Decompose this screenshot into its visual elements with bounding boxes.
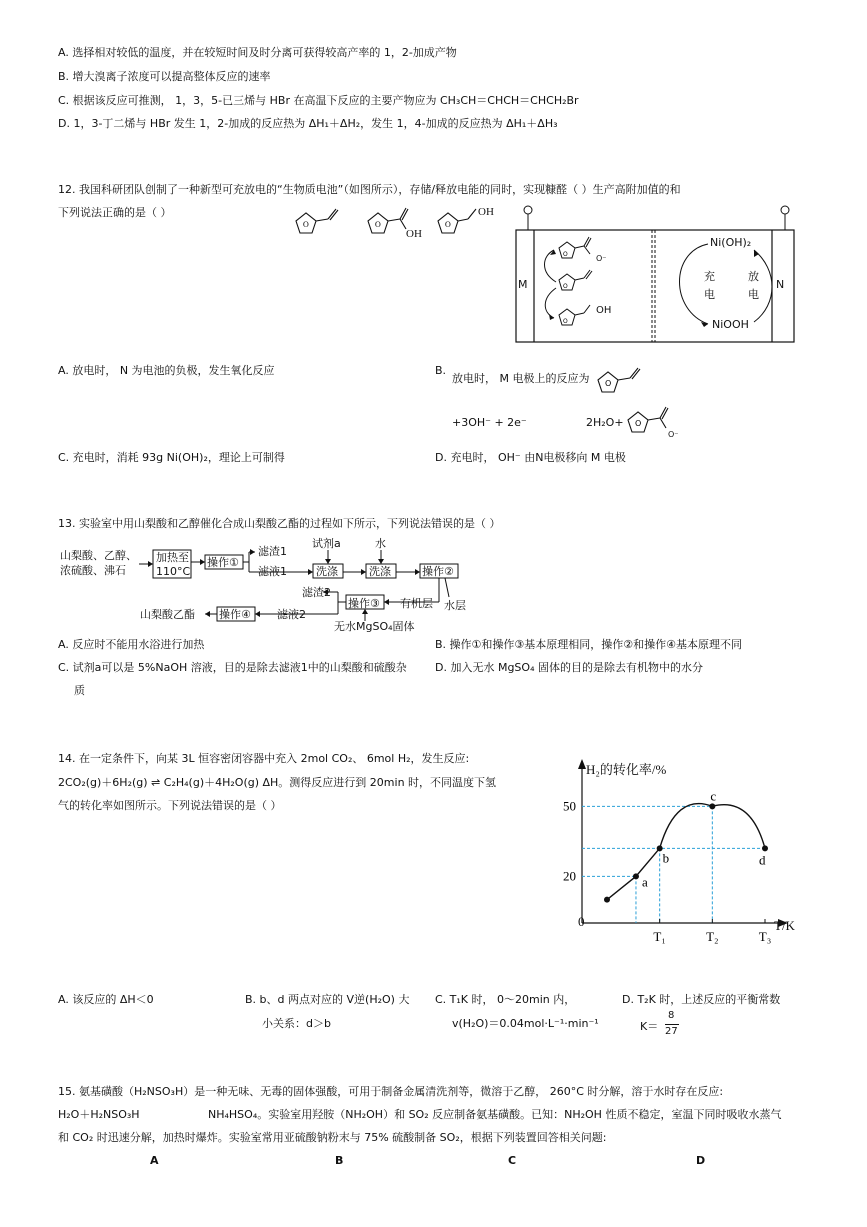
q11-option-c: C. 根据该反应可推测， 1，3，5-已三烯与 HBr 在高温下反应的主要产物应为 CH₃CH＝CHCH＝CHCH₂Br <box>58 94 579 107</box>
q12-option-b-line2: +3OH⁻ + 2e⁻ <box>452 416 527 429</box>
alcohol-oh-label: OH <box>596 305 612 316</box>
q13-stem: 13. 实验室中用山梨酸和乙醇催化合成山梨酸乙酯的过程如下所示，下列说法错误的是（ ） <box>58 517 501 530</box>
apparatus-label-a: A <box>150 1154 159 1167</box>
apparatus-label-c: C <box>508 1154 517 1167</box>
q13-option-a: A. 反应时不能用水浴进行加热 <box>58 638 205 651</box>
x-tick-label: T₂ <box>706 929 719 944</box>
flow-water: 水 <box>375 537 386 550</box>
x-tick-label: T₁ <box>653 929 666 944</box>
q12-option-b-line3: 2H₂O+ <box>586 416 624 429</box>
flow-aqueous-layer: 水层 <box>444 599 466 612</box>
q12-stem-line1: 12. 我国科研团队创制了一种新型可充放电的“生物质电池”（如图所示），存储/释放电能的同时，实现糠醛（ ）生产高附加值的和 <box>58 183 681 196</box>
q15-line2a: H₂O＋H₂NSO₃H <box>58 1108 140 1121</box>
q14-option-a: A. 该反应的 ΔH＜0 <box>58 993 154 1006</box>
apparatus-label-d: D <box>696 1154 706 1167</box>
q11-option-b: B. 增大溴离子浓度可以提高整体反应的速率 <box>58 70 271 83</box>
flow-reactants-line2: 浓硫酸、沸石 <box>60 564 126 577</box>
q12-option-d: D. 充电时， OH⁻ 由N电极移向 M 电极 <box>435 451 626 464</box>
flow-reagent-a: 试剂a <box>312 537 341 550</box>
q13-option-c-line1: C. 试剂a可以是 5%NaOH 溶液，目的是除去滤液1中的山梨酸和硫酸杂 <box>58 661 407 674</box>
svg-text:O: O <box>605 379 612 388</box>
q11-option-d: D. 1，3-丁二烯与 HBr 发生 1，2-加成的反应热为 ΔH₁＋ΔH₂，发生 1，4-加成的反应热为 ΔH₁＋ΔH₃ <box>58 117 558 130</box>
data-point <box>709 803 715 809</box>
fraction-bar <box>665 1024 679 1025</box>
q11-option-a: A. 选择相对较低的温度，并在较短时间及时分离可获得较高产率的 1，2-加成产物 <box>58 46 457 59</box>
q13-option-b: B. 操作①和操作③基本原理相同，操作②和操作④基本原理不同 <box>435 638 742 651</box>
point-label-b: b <box>662 850 670 866</box>
x-tick-label: T₃ <box>758 929 772 944</box>
svg-text:O: O <box>303 220 309 229</box>
flow-filtrate2: 滤液2 <box>277 608 306 621</box>
q14-option-b-line1: B. b、d 两点对应的 V逆(H₂O) 大 <box>245 993 410 1006</box>
q12-stem-line2: 下列说法正确的是（ ） <box>58 206 172 219</box>
flow-op1: 操作① <box>207 556 239 569</box>
niooh-label: NiOOH <box>712 318 749 331</box>
q14-option-d-k: K＝ <box>640 1020 659 1033</box>
q12-option-b-label: B. <box>435 364 447 377</box>
flow-heat-line1: 加热至 <box>156 551 189 564</box>
furoic-acid-structure <box>362 205 442 245</box>
q14-option-c-line2: v(H₂O)＝0.04mol·L⁻¹·min⁻¹ <box>452 1017 599 1030</box>
carboxylate-o-minus: O⁻ <box>596 254 607 263</box>
q12-option-c: C. 充电时，消耗 93g Ni(OH)₂，理论上可制得 <box>58 451 285 464</box>
flow-heat-line2: 110°C <box>156 565 191 578</box>
flow-product: 山梨酸乙酯 <box>140 608 195 621</box>
charge-label-2: 电 <box>704 288 715 301</box>
q14-stem-line3: 气的转化率如图所示。下列说法错误的是（ ） <box>58 799 282 812</box>
y-tick-label: 20 <box>563 868 576 884</box>
charge-label-1: 充 <box>704 270 715 283</box>
chart-ylabel: H₂的转化率/% <box>586 762 667 777</box>
furoate-o-minus: O⁻ <box>668 430 679 439</box>
data-point <box>604 897 610 903</box>
q15-line2b: NH₄HSO₄。实验室用羟胺（NH₂OH）和 SO₂ 反应制备氨基磺酸。已知：NH₂OH 性质不稳定，室温下同时吸收水蒸气 <box>208 1108 782 1121</box>
battery-cell-diagram <box>510 200 810 350</box>
svg-text:O: O <box>563 318 568 325</box>
flow-mgso4: 无水MgSO₄固体 <box>334 620 415 633</box>
flow-residue2: 滤渣2 <box>302 586 331 599</box>
point-label-a: a <box>641 874 648 890</box>
h2-conversion-chart <box>550 755 810 955</box>
svg-text:O: O <box>635 419 642 428</box>
q15-line1: 15. 氨基磺酸（H₂NSO₃H）是一种无味、无毒的固体强酸，可用于制备金属清洗剂等，微溶于乙醇， 260°C 时分解，溶于水时存在反应: <box>58 1085 724 1098</box>
q14-stem-line2: 2CO₂(g)＋6H₂(g) ⇌ C₂H₄(g)＋4H₂O(g) ΔH。测得反应进行到 20min 时，不同温度下氢 <box>58 776 497 789</box>
flow-filtrate1: 滤液1 <box>258 565 287 578</box>
svg-text:O: O <box>375 220 381 229</box>
svg-text:O: O <box>563 283 568 290</box>
data-point <box>762 845 768 851</box>
furfural-structure <box>290 205 360 245</box>
chart-origin-label: 0 <box>578 914 585 929</box>
flow-op4: 操作④ <box>219 608 251 621</box>
q14-option-d-denominator: 27 <box>665 1026 678 1037</box>
furfural-structure-b <box>592 364 652 400</box>
discharge-label-1: 放 <box>748 270 759 283</box>
q13-option-d: D. 加入无水 MgSO₄ 固体的目的是除去有机物中的水分 <box>435 661 703 674</box>
q14-stem-line1: 14. 在一定条件下，向某 3L 恒容密闭容器中充入 2mol CO₂、 6mol H₂，发生反应: <box>58 752 470 765</box>
q14-option-b-line2: 小关系：d＞b <box>262 1017 331 1030</box>
flow-op3: 操作③ <box>348 597 380 610</box>
y-tick-label: 50 <box>563 798 576 814</box>
furfuryl-alcohol-oh: OH <box>478 206 494 218</box>
q14-option-d-line1: D. T₂K 时，上述反应的平衡常数 <box>622 993 781 1006</box>
point-label-c: c <box>710 788 717 804</box>
furoic-acid-oh: OH <box>406 228 422 240</box>
q12-option-b-line1: 放电时， M 电极上的反应为 <box>452 372 590 385</box>
electrode-m-label: M <box>518 278 528 291</box>
furoate-structure-b <box>622 404 692 444</box>
q13-option-c-line2: 质 <box>74 684 85 697</box>
svg-text:O: O <box>563 251 568 258</box>
q14-option-c-line1: C. T₁K 时， 0～20min 内， <box>435 993 576 1006</box>
q12-option-a: A. 放电时， N 为电池的负极，发生氧化反应 <box>58 364 275 377</box>
discharge-label-2: 电 <box>748 288 759 301</box>
flow-wash1: 洗涤 <box>316 565 338 578</box>
apparatus-label-b: B <box>335 1154 344 1167</box>
electrode-n-label: N <box>776 278 785 291</box>
chart-xlabel: T/K <box>774 918 795 933</box>
series-line <box>607 804 765 900</box>
y-axis-arrow <box>578 759 586 769</box>
nioh2-label: Ni(OH)₂ <box>710 236 752 249</box>
flow-residue1: 滤渣1 <box>258 545 287 558</box>
svg-text:O: O <box>445 220 451 229</box>
q15-line3: 和 CO₂ 时迅速分解，加热时爆炸。实验室常用亚硫酸钠粉末与 75% 硫酸制备 SO₂，根据下列装置回答相关问题: <box>58 1131 607 1144</box>
flow-op2: 操作② <box>422 565 454 578</box>
flow-reactants-line1: 山梨酸、乙醇、 <box>60 549 137 562</box>
q14-option-d-numerator: 8 <box>668 1010 675 1021</box>
data-point <box>633 873 639 879</box>
point-label-d: d <box>759 852 766 868</box>
flow-wash2: 洗涤 <box>369 565 391 578</box>
flow-organic-layer: 有机层 <box>400 597 433 610</box>
